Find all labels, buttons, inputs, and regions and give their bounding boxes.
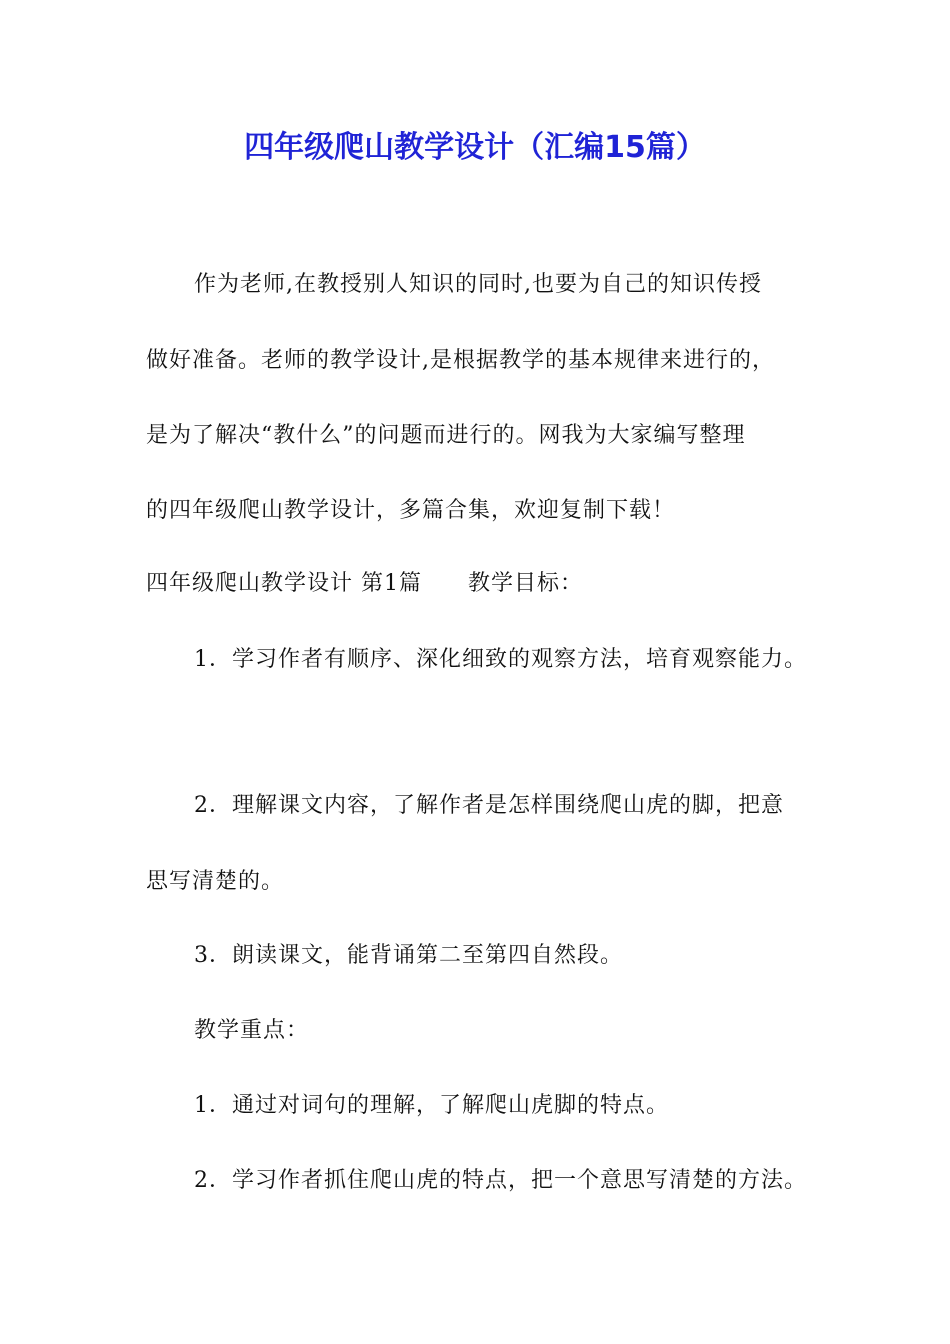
goal-item-2-continued: 思写清楚的。 xyxy=(146,869,285,894)
goal-item-3: 3．朗读课文，能背诵第二至第四自然段。 xyxy=(194,943,623,968)
section-heading: 四年级爬山教学设计 第1篇 xyxy=(146,571,422,596)
goal-item-1: 1．学习作者有顺序、深化细致的观察方法，培育观察能力。 xyxy=(194,647,807,672)
goal-item-2: 2．理解课文内容，了解作者是怎样围绕爬山虎的脚，把意 xyxy=(194,793,784,818)
section-subheading: 教学目标： xyxy=(468,571,584,596)
key-point-item-2: 2．学习作者抓住爬山虎的特点，把一个意思写清楚的方法。 xyxy=(194,1168,807,1193)
intro-line-4: 的四年级爬山教学设计，多篇合集，欢迎复制下载！ xyxy=(146,498,676,523)
section-heading-row xyxy=(146,569,583,599)
intro-line-2: 做好准备。老师的教学设计,是根据教学的基本规律来进行的， xyxy=(146,348,775,373)
key-points-heading: 教学重点： xyxy=(194,1018,310,1043)
key-point-item-1: 1．通过对词句的理解，了解爬山虎脚的特点。 xyxy=(194,1093,669,1118)
document-title: 四年级爬山教学设计（汇编15篇） xyxy=(244,130,706,165)
intro-line-1: 作为老师,在教授别人知识的同时,也要为自己的知识传授 xyxy=(194,272,762,297)
intro-line-3: 是为了解决“教什么”的问题而进行的。网我为大家编写整理 xyxy=(146,423,746,448)
